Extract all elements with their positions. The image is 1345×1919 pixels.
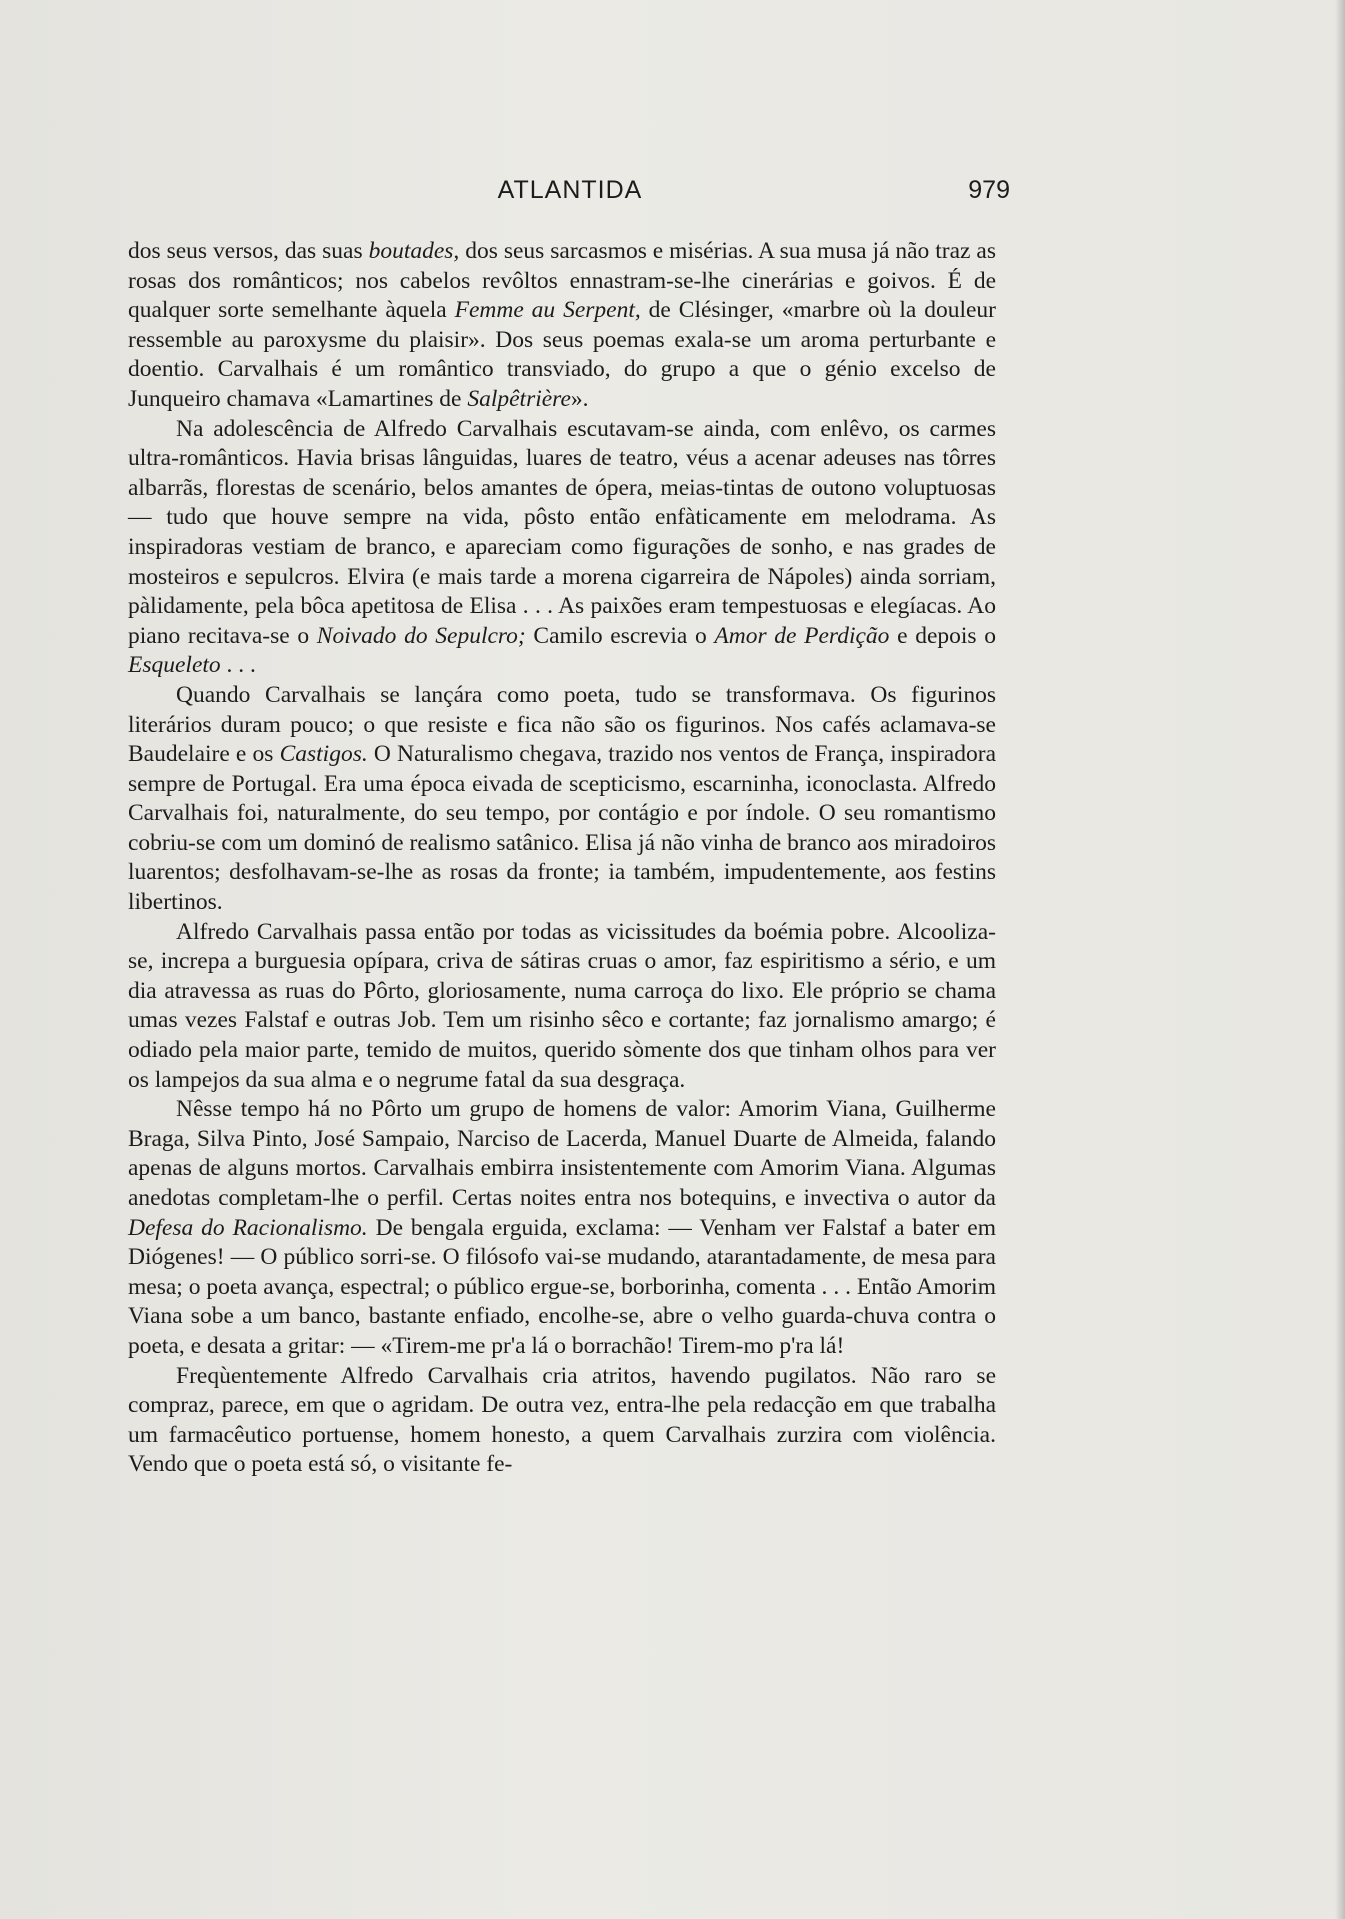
running-title: ATLANTIDA	[497, 176, 643, 204]
page-edge-shadow	[1335, 0, 1345, 1919]
text-run: Freqùentemente Alfredo Carvalhais cria atritos, havendo pugilatos. Não raro se compraz, parece, em que o agridam. De outra vez, entra-lhe pela redacção em que trabalha um farmacêutico portuense, homem honesto, a quem Carvalhais zurzira com violência. Vendo que o poeta está só, o visitante fe-	[128, 1362, 996, 1478]
text-run: De bengala erguida, exclama: — Venham ver Falstaf a bater em Diógenes! — O público sorri-se. O filósofo vai-se mudando, atarantadamente, de mesa para mesa; o poeta avança, espectral; o público ergue-se, borborinha, comenta . . . Então Amorim Viana sobe a um banco, bastante enfiado, encolhe-se, abre o velho guarda-chuva contra o poeta, e desata a gritar: — «Tirem-me pr'a lá o borrachão! Tirem-mo p'ra lá!	[128, 1214, 996, 1359]
paragraph	[128, 681, 996, 918]
text-run: dos seus sarcasmos e misérias. A sua musa já não traz as rosas dos românticos; nos cabelos revôltos ennastram-se-lhe cinerárias e goivos. É de qualquer sorte semelhante àquela	[128, 238, 996, 324]
text-run: e depois o	[889, 622, 996, 649]
text-run: Nêsse tempo há no Pôrto um grupo de homens de valor: Amorim Viana, Guilherme Braga, Silva Pinto, José Sampaio, Narciso de Lacerda, Manuel Duarte de Almeida, falando apenas de alguns mortos. Carvalhais embirra insistentemente com Amorim Viana. Algumas anedotas completam-lhe o perfil. Certas noites entra nos botequins, e invectiva o autor da	[128, 1096, 996, 1211]
body-text	[128, 237, 996, 1480]
page-number: 979	[968, 176, 1010, 204]
italic-text: boutades,	[368, 238, 460, 264]
italic-text: Femme au Serpent,	[454, 297, 641, 324]
text-run: dos seus versos, das suas	[128, 238, 369, 264]
italic-text: Castigos.	[279, 741, 368, 768]
italic-text: Defesa do Racionalismo.	[128, 1214, 368, 1241]
text-run: Na adolescência de Alfredo Carvalhais escutavam-se ainda, com enlêvo, os carmes ultra-românticos. Havia brisas lânguidas, luares de teatro, véus a acenar adeuses nas tôrres albarrãs, florestas de scenário, belos amantes de ópera, meias-tintas de outono voluptuosas — tudo que houve sempre na vida, pôsto então enfàticamente em melodrama. As inspiradoras vestiam de branco, e apareciam como figurações de sonho, e nas grades de mosteiros e sepulcros. Elvira (e mais tarde a morena cigarreira de Nápoles) ainda sorriam, pàlidamente, pela bôca apetitosa de Elisa . . . As paixões eram tempestuosas e elegíacas. Ao piano recitava-se o	[128, 415, 996, 649]
italic-text: Amor de Perdição	[714, 622, 890, 649]
text-run: Camilo escrevia o	[525, 622, 715, 649]
paragraph	[128, 918, 996, 1096]
text-run: O Naturalismo chegava, trazido nos ventos de França, inspiradora sempre de Portugal. Era uma época eivada de scepticismo, escarninha, iconoclasta. Alfredo Carvalhais foi, naturalmente, do seu tempo, por contágio e por índole. O seu romantismo cobriu-se com um dominó de realismo satânico. Elisa já não vinha de branco aos miradoiros luarentos; desfolhavam-se-lhe as rosas da fronte; ia também, impudentemente, aos festins libertinos.	[128, 741, 996, 916]
text-run: de Clésinger, «marbre où la douleur ressemble au paroxysme du plaisir». Dos seus poemas exala-se um aroma perturbante e doentio. Carvalhais é um romântico transviado, do grupo a que o génio excelso de Junqueiro chamava «Lamartines de	[128, 297, 996, 412]
italic-text: Noivado do Sepulcro;	[316, 622, 526, 649]
paragraph	[128, 1362, 996, 1480]
italic-text: Salpêtrière	[467, 385, 571, 412]
paragraph	[128, 237, 996, 415]
text-run: Quando Carvalhais se lançára como poeta, tudo se transformava. Os figurinos literários duram pouco; o que resiste e fica não são os figurinos. Nos cafés aclamava-se Baudelaire e os	[128, 681, 996, 768]
text-run: ».	[570, 385, 589, 412]
paragraph	[128, 1095, 996, 1361]
italic-text: Esqueleto	[128, 652, 221, 679]
text-run: Alfredo Carvalhais passa então por todas as vicissitudes da boémia pobre. Alcooliza-se, increpa a burguesia opípara, criva de sátiras cruas o amor, faz espiritismo a sério, e um dia atravessa as ruas do Pôrto, gloriosamente, numa carroça do lixo. Ele próprio se chama umas vezes Falstaf e outras Job. Tem um risinho sêco e cortante; faz jornalismo amargo; é odiado pela maior parte, temido de muitos, querido sòmente dos que tinham olhos para ver os lampejos da sua alma e o negrume fatal da sua desgraça.	[128, 918, 996, 1093]
text-run: . . .	[220, 652, 256, 679]
page-header	[130, 176, 1010, 208]
paragraph	[128, 415, 996, 681]
